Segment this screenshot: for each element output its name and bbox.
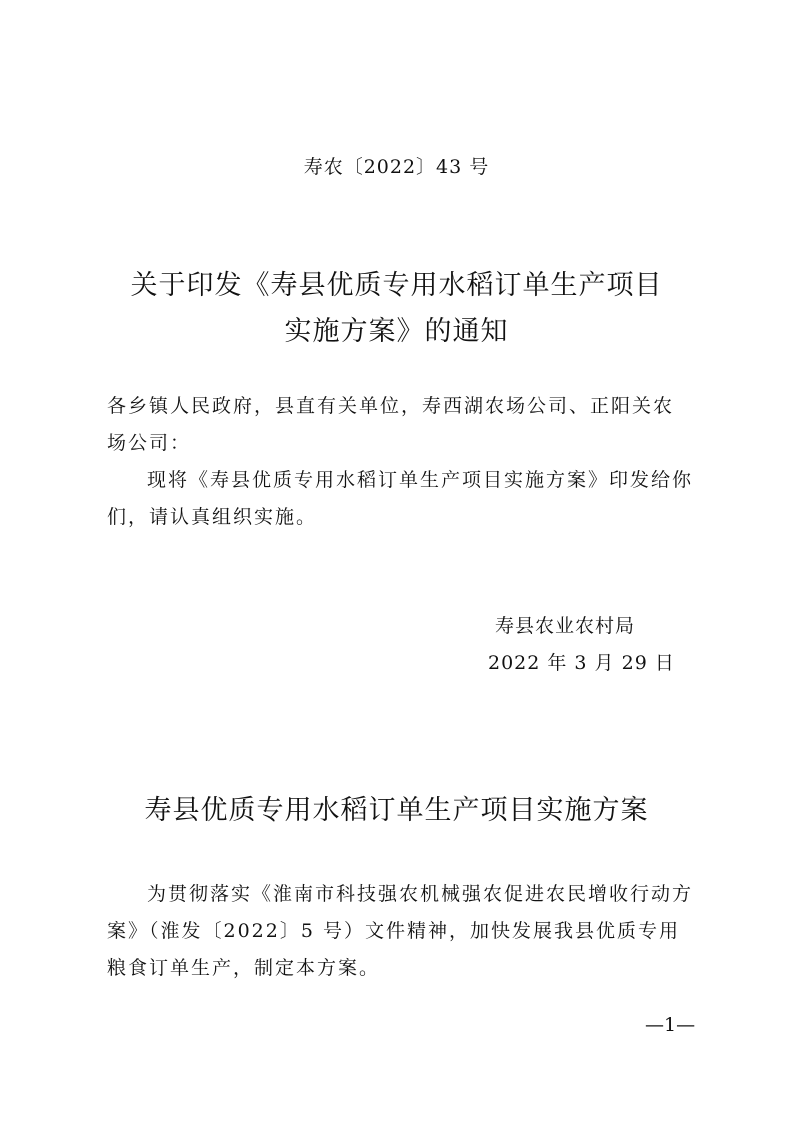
notice-title-line-1: 关于印发《寿县优质专用水稻订单生产项目	[130, 270, 663, 301]
signature-date: 2022 年 3 月 29 日	[488, 652, 675, 674]
signature-organization: 寿县农业农村局	[495, 615, 636, 637]
recipient-line: 各乡镇人民政府，县直有关单位，寿西湖农场公司、正阳关农场公司：	[107, 395, 675, 454]
notice-title	[70, 263, 723, 355]
notice-title-line-2: 实施方案》的通知	[284, 316, 509, 347]
notice-paragraph: 现将《寿县优质专用水稻订单生产项目实施方案》印发给你们，请认真组织实施。	[107, 469, 694, 528]
plan-title: 寿县优质专用水稻订单生产项目实施方案	[144, 795, 649, 826]
page-number: —1—	[645, 1014, 696, 1036]
plan-paragraph: 为贯彻落实《淮南市科技强农机械强农促进农民增收行动方案》（淮发〔2022〕5 号）文件精神，加快发展我县优质专用粮食订单生产，制定本方案。	[107, 883, 694, 979]
document-number: 寿农〔2022〕43 号	[303, 156, 490, 178]
